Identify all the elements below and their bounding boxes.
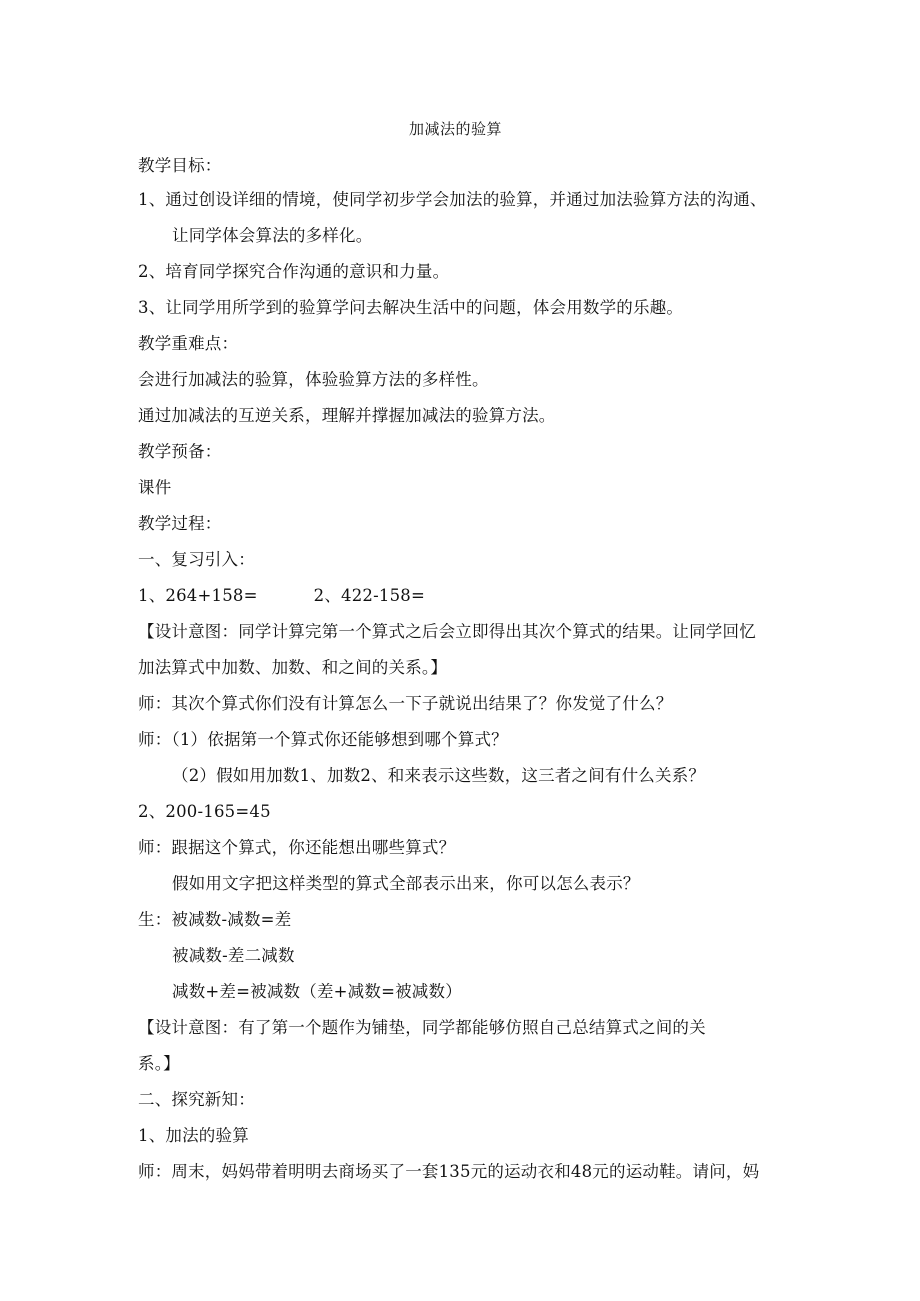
- equation-2: 2、422-158=: [313, 586, 426, 605]
- heading-preparation: 教学预备：: [138, 442, 222, 461]
- paragraph-line: 师：跟据这个算式，你还能想出哪些算式？: [138, 838, 456, 857]
- paragraph-line: 假如用文字把这样类型的算式全部表示出来，你可以怎么表示？: [172, 874, 640, 893]
- section-heading: 二、探究新知：: [138, 1090, 255, 1109]
- paragraph-line: 生：被减数-减数=差: [138, 910, 292, 929]
- equation-1: 1、264+158=: [138, 586, 258, 605]
- paragraph-line: 系。】: [138, 1054, 180, 1073]
- paragraph-line: 会进行加减法的验算，体验验算方法的多样性。: [138, 370, 489, 389]
- paragraph-line: 加法算式中加数、加数、和之间的关系。】: [138, 658, 448, 677]
- paragraph-line: 师：周末，妈妈带着明明去商场买了一套135元的运动衣和48元的运动鞋。请问，妈: [138, 1162, 760, 1181]
- paragraph-line: 【设计意图：同学计算完第一个算式之后会立即得出其次个算式的结果。让同学回忆: [138, 622, 756, 641]
- equation-line: [138, 585, 425, 607]
- equation-line: 2、200-165=45: [138, 802, 271, 821]
- section-heading: 一、复习引入：: [138, 550, 255, 569]
- paragraph-line: （2）假如用加数1、加数2、和来表示这些数，这三者之间有什么关系？: [172, 766, 706, 785]
- paragraph-line: 师：其次个算式你们没有计算怎么一下子就说出结果了？你发觉了什么？: [138, 694, 673, 713]
- paragraph-line: 课件: [138, 478, 172, 497]
- heading-key-points: 教学重难点：: [138, 334, 239, 353]
- paragraph-line: 被减数-差二减数: [172, 946, 295, 965]
- heading-process: 教学过程：: [138, 514, 222, 533]
- paragraph-line: 师：（1）依据第一个算式你还能够想到哪个算式？: [138, 730, 508, 749]
- paragraph-line: 【设计意图：有了第一个题作为铺垫，同学都能够仿照自己总结算式之间的关: [138, 1018, 706, 1037]
- paragraph-line: 3、让同学用所学到的验算学问去解决生活中的问题，体会用数学的乐趣。: [138, 298, 684, 317]
- sub-heading: 1、加法的验算: [138, 1126, 249, 1145]
- paragraph-line: 1、通过创设详细的情境，使同学初步学会加法的验算，并通过加法验算方法的沟通、: [138, 190, 767, 209]
- paragraph-line: 2、培育同学探究合作沟通的意识和力量。: [138, 262, 450, 281]
- document-title: 加减法的验算: [409, 120, 503, 138]
- paragraph-line: 让同学体会算法的多样化。: [172, 226, 373, 245]
- paragraph-line: 减数+差=被减数（差+减数=被减数）: [172, 982, 462, 1001]
- paragraph-line: 通过加减法的互逆关系，理解并撑握加减法的验算方法。: [138, 406, 556, 425]
- heading-teaching-goals: 教学目标：: [138, 156, 222, 175]
